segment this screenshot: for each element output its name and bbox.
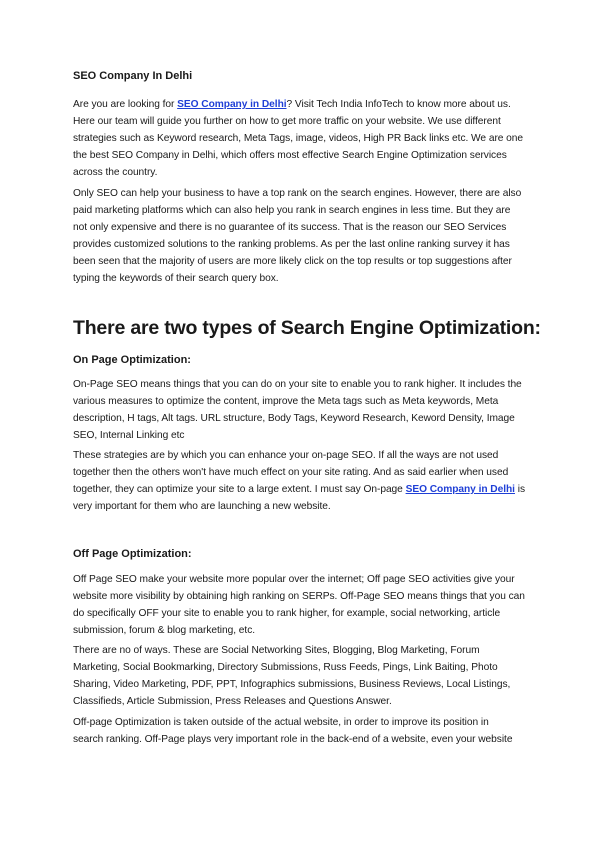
seo-company-link-intro[interactable]: SEO Company in Delhi — [177, 99, 287, 110]
intro-line-5: across the country. — [73, 167, 158, 178]
intro-line-3: strategies such as Keyword research, Meta Tags, image, videos, High PR Back links etc. We are one — [73, 133, 524, 144]
off-page-paragraph-2: There are no of ways. These are Social Networking Sites, Blogging, Blog Marketing, Forum Marketing, Social Bookmarking, Directory Submissions, Russ Feeds, Pings, Link Baiting, Photo Sharing, Video Marketing, PDF, PPT, Infographics submissions, Business Reviews, Local Listings, Classifieds, Article Submission, Press Releases and Questions Answer. — [73, 645, 511, 707]
ranking-line-1: Only SEO can help your business to have a top rank on the search engines. However, there are also — [73, 188, 522, 199]
seo-company-link-on-page[interactable]: SEO Company in Delhi — [405, 484, 515, 495]
ranking-line-4: provides customized solutions to the ranking problems. As per the last online ranking survey it has — [73, 239, 510, 250]
document-title: SEO Company In Delhi — [73, 70, 193, 82]
ranking-line-6: typing the keywords of their search query box. — [73, 273, 279, 284]
off-page-paragraph-3: Off-page Optimization is taken outside of the actual website, in order to improve its position in search ranking. Off-Page plays very important role in the back-end of a website, even your website — [73, 717, 513, 745]
intro-line-4: the best SEO Company in Delhi, which offers most effective Search Engine Optimization services — [73, 150, 507, 161]
ranking-line-3: not only expensive and there is no guarantee of its success. That is the reason our SEO Services — [73, 222, 507, 233]
on-page-heading: On Page Optimization: — [73, 354, 191, 366]
seo-types-heading: There are two types of Search Engine Optimization: — [73, 317, 541, 339]
off-page-heading: Off Page Optimization: — [73, 548, 192, 560]
ranking-line-2: paid marketing platforms which can also help you rank in search engines in less time. But they are — [73, 205, 511, 216]
on-page-paragraph-1: On-Page SEO means things that you can do on your site to enable you to rank higher. It includes the various measures to optimize the content, improve the Meta tags such as Meta keywords, Meta description, H tags, Alt tags. URL structure, Body Tags, Keyword Research, Keword Density, Image SEO, Internal Linking etc — [73, 379, 522, 441]
on-page-paragraph-2: These strategies are by which you can enhance your on-page SEO. If all the ways are not used together then the others won't have much effect on your site rating. And as said earlier when used together, they can optimize your site to a large extent. I must say On-page SEO Company in Delhi is very important for them who are launching a new website. — [73, 450, 526, 512]
intro-line-1: Are you are looking for SEO Company in Delhi? Visit Tech India InfoTech to know more about us. — [73, 99, 511, 110]
ranking-paragraph — [73, 185, 521, 287]
intro-line-2: Here our team will guide you further on how to get more traffic on your website. We use different — [73, 116, 501, 127]
ranking-line-5: been seen that the majority of users are more likely click on the top results or top suggestions after — [73, 256, 512, 267]
intro-paragraph — [73, 96, 523, 181]
off-page-paragraph-1: Off Page SEO make your website more popular over the internet; Off page SEO activities give your website more visibility by obtaining high ranking on SERPs. Off-Page SEO means things that you can do specifically OFF your site to enable you to rank higher, for example, social networking, article submission, forum & blog marketing, etc. — [73, 574, 525, 636]
